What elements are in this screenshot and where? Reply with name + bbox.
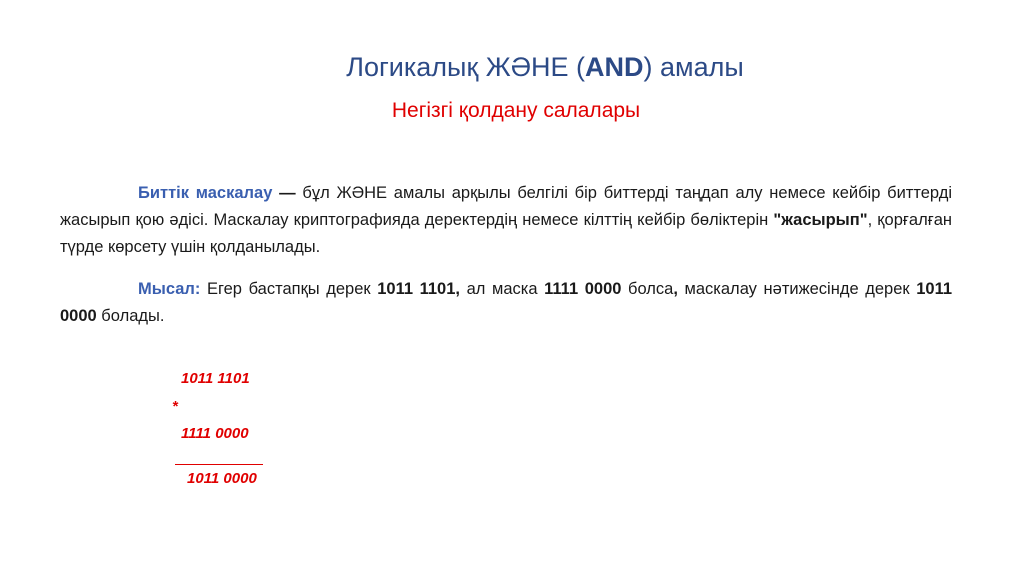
example-text-end: болады. (96, 307, 165, 325)
example-text: ал маска (460, 280, 545, 298)
calc-divider-line (175, 448, 263, 465)
title-and-keyword: AND (585, 52, 644, 82)
example-paragraph (60, 276, 952, 330)
example-text: болса (621, 280, 674, 298)
definition-text-end: , қорғалған түрде көрсету үшін қолданылады. (60, 211, 953, 256)
example-text: Егер бастапқы дерек (200, 280, 378, 298)
slide-subtitle: Негізгі қолдану салалары (391, 99, 641, 122)
term-bit-masking: Биттік маскалау (138, 184, 273, 202)
example-value-result: 1011 0000 (60, 280, 953, 325)
calc-operand-1: 1011 1101 (181, 370, 250, 387)
calc-operator: * (172, 398, 178, 415)
bit-masking-paragraph (60, 180, 952, 261)
em-dash: — (272, 184, 303, 202)
example-comma: , (455, 280, 461, 298)
example-comma: , (673, 280, 678, 298)
title-text-start: Логикалық ЖӘНЕ ( (346, 52, 586, 82)
calc-result: 1011 0000 (187, 470, 257, 487)
example-value-data: 1011 1101 (377, 280, 456, 298)
example-text: маскалау нәтижесінде дерек (677, 280, 917, 298)
slide-title (0, 52, 1024, 83)
example-label: Мысал: (138, 280, 201, 298)
title-text-end: ) амалы (643, 52, 744, 82)
calc-operand-2: 1111 0000 (181, 425, 249, 442)
definition-text: бұл ЖӘНЕ амалы арқылы белгілі бір биттерді таңдап алу немесе кейбір биттерді жасырып қою әдісі. Маскалау криптографияда деректердің немесе кілттің кейбір бөліктерін (60, 184, 952, 229)
example-value-mask: 1111 0000 (544, 280, 622, 298)
quoted-word: "жасырып" (773, 211, 868, 229)
